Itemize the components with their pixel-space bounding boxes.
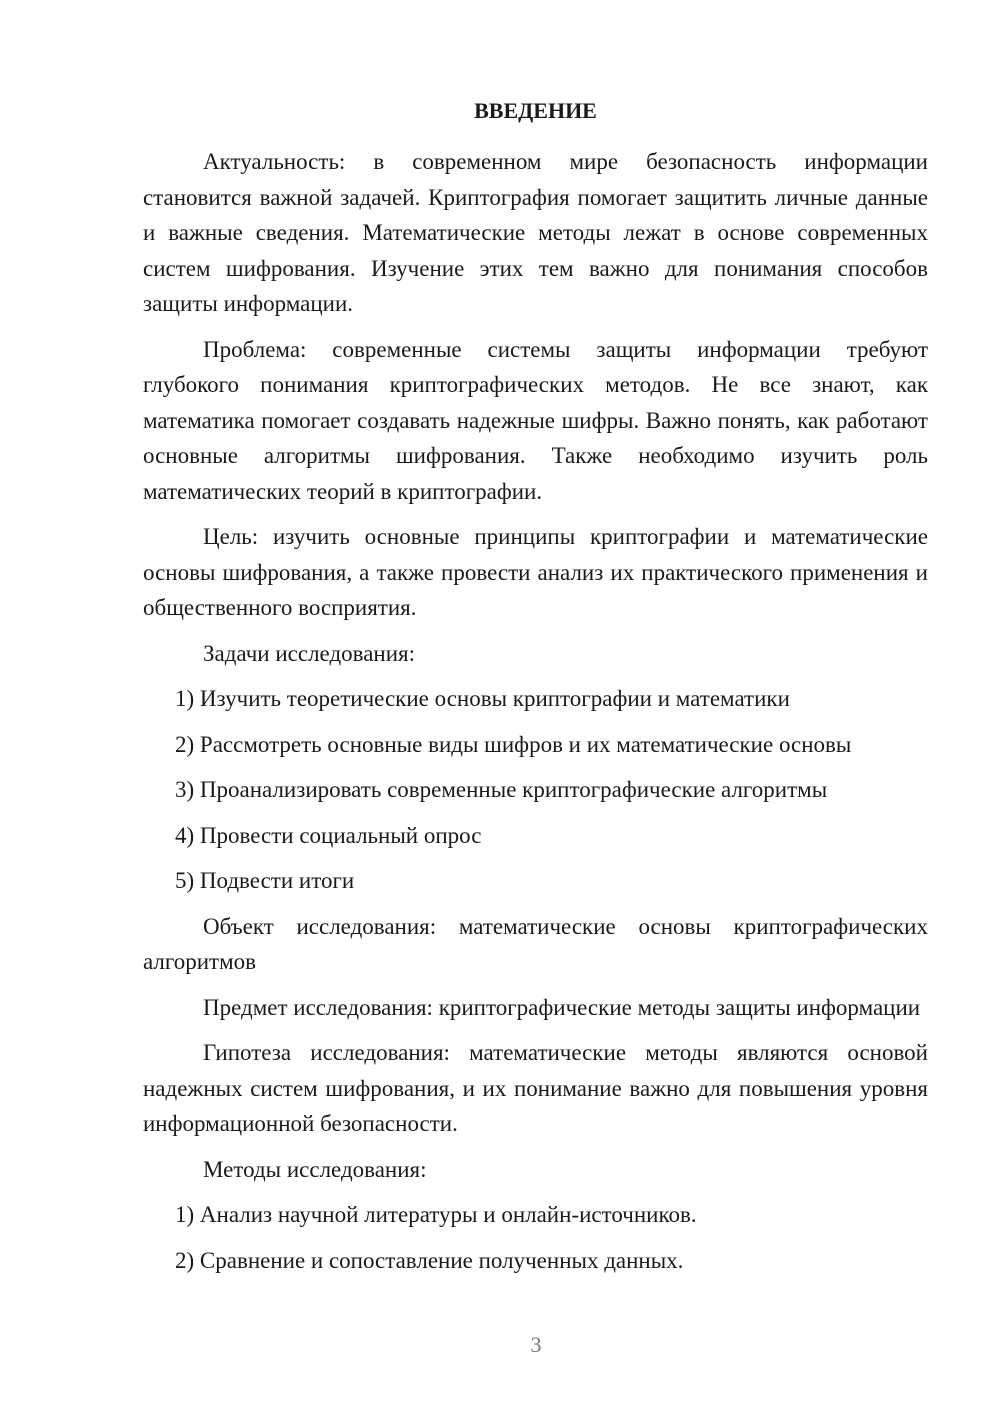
task-item-5: 5) Подвести итоги: [175, 868, 355, 893]
methods-heading: Методы исследования:: [203, 1156, 427, 1182]
method-item-1: 1) Анализ научной литературы и онлайн-источников.: [175, 1202, 697, 1227]
goal-paragraph: Цель: изучить основные принципы криптографии и математические основы шифрования, а также провести анализ их практического применения и общественного восприятия.: [143, 524, 928, 620]
section-title: ВВЕДЕНИЕ: [474, 98, 597, 123]
task-item-4: 4) Провести социальный опрос: [175, 822, 482, 848]
method-item-2: 2) Сравнение и сопоставление полученных данных.: [175, 1247, 684, 1273]
task-item-2: 2) Рассмотреть основные виды шифров и их математические основы: [175, 731, 852, 757]
task-item-3: 3) Проанализировать современные криптографические алгоритмы: [175, 777, 828, 802]
tasks-heading: Задачи исследования:: [203, 640, 416, 666]
hypothesis-paragraph: Гипотеза исследования: математические методы являются основой надежных систем шифрования, и их понимание важно для повышения уровня информационной безопасности.: [143, 1040, 928, 1136]
subject-paragraph: Предмет исследования: криптографические методы защиты информации: [203, 994, 921, 1020]
problem-paragraph: Проблема: современные системы защиты информации требуют глубокого понимания криптографических методов. Не все знают, как математика помогает создавать надежные шифры. Важно понять, как работают основные алгоритмы шифрования. Также необходимо изучить роль математических теорий в криптографии.: [143, 336, 928, 504]
task-item-1: 1) Изучить теоретические основы криптографии и математики: [175, 686, 790, 711]
page-number: 3: [530, 1332, 542, 1357]
object-paragraph: Объект исследования: математические основы криптографических алгоритмов: [143, 913, 928, 974]
page-content: [143, 95, 928, 1288]
relevance-paragraph: Актуальность: в современном мире безопасность информации становится важной задачей. Криптография помогает защитить личные данные и важные сведения. Математические методы лежат в основе современных систем шифрования. Изучение этих тем важно для понимания способов защиты информации.: [143, 149, 928, 316]
